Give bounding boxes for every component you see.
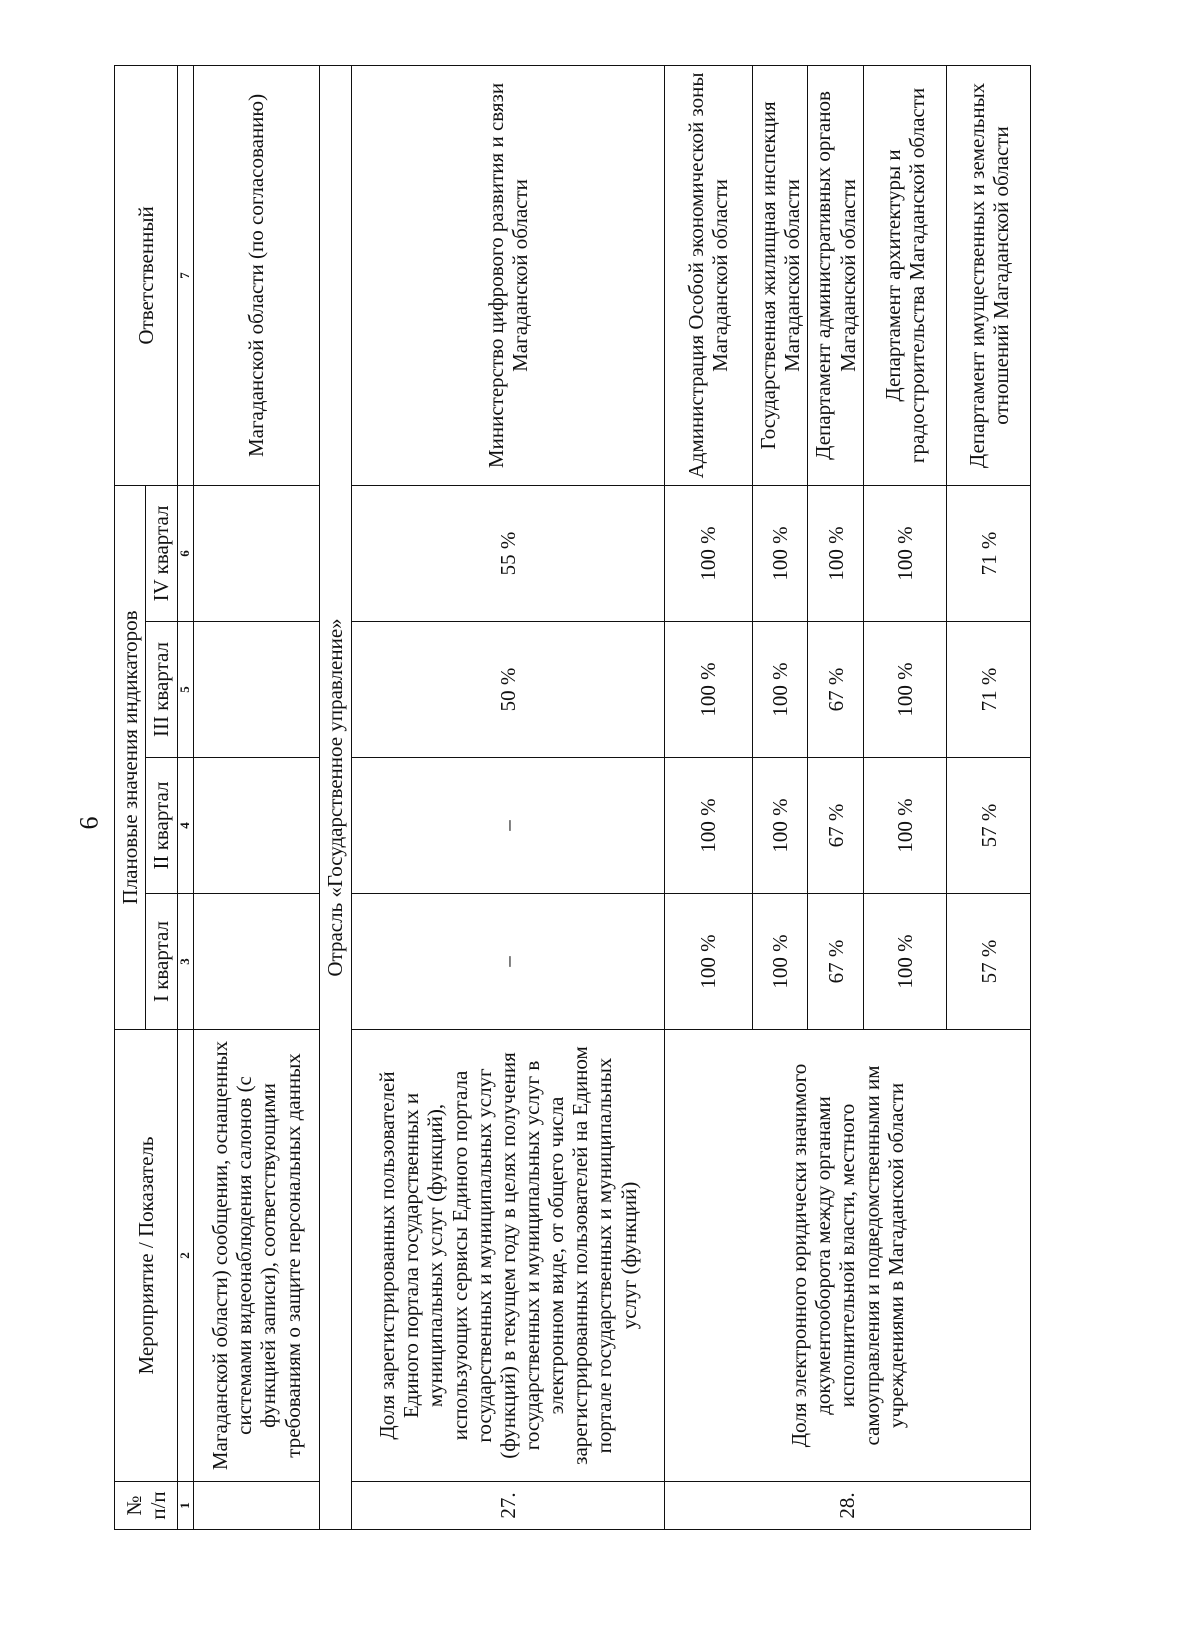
- row-28-5-q2: 57 %: [947, 758, 1031, 894]
- row-28-4-q2: 100 %: [863, 758, 947, 894]
- row-28-4-responsible: Департамент архитектуры и градостроительства Магаданской области: [863, 65, 947, 485]
- header-q1: I квартал: [146, 894, 177, 1030]
- row-27-q2: –: [351, 758, 664, 894]
- header-q4: IV квартал: [146, 485, 177, 621]
- row-27-num: 27.: [351, 1482, 664, 1530]
- row-28-1-responsible: Администрация Особой экономической зоны Магаданской области: [665, 65, 753, 485]
- row-28-num: 28.: [665, 1482, 1031, 1530]
- row-28-4-q1: 100 %: [863, 894, 947, 1030]
- row-28-5-responsible: Департамент имущественных и земельных отношений Магаданской области: [947, 65, 1031, 485]
- column-number: 5: [177, 622, 194, 758]
- row-28-2-responsible: Государственная жилищная инспекция Магаданской области: [752, 65, 808, 485]
- indicators-table: [114, 65, 1031, 1530]
- continuation-event: Магаданской области) сообщении, оснащенных системами видеонаблюдения салонов (с функцией записи), соответствующими требованиям о защите персональных данных: [194, 1030, 319, 1482]
- row-28-1-q3: 100 %: [665, 622, 753, 758]
- sector-header: Отрасль «Государственное управление»: [319, 65, 351, 1529]
- row-28-5-q4: 71 %: [947, 485, 1031, 621]
- row-28-3-responsible: Департамент административных органов Магаданской области: [808, 65, 864, 485]
- column-number: 1: [177, 1482, 194, 1530]
- row-28-5-q3: 71 %: [947, 622, 1031, 758]
- column-number: 7: [177, 65, 194, 485]
- row-28-4-q3: 100 %: [863, 622, 947, 758]
- continuation-q1: [194, 894, 319, 1030]
- continuation-q3: [194, 622, 319, 758]
- row-27-responsible: Министерство цифрового развития и связи Магаданской области: [351, 65, 664, 485]
- column-number: 4: [177, 758, 194, 894]
- row-28-3-q3: 67 %: [808, 622, 864, 758]
- row-28-3-q1: 67 %: [808, 894, 864, 1030]
- header-responsible: Ответственный: [115, 65, 178, 485]
- header-planned-values: Плановые значения индикаторов: [115, 485, 146, 1029]
- header-q3: III квартал: [146, 622, 177, 758]
- column-number: 3: [177, 894, 194, 1030]
- row-28-3-q2: 67 %: [808, 758, 864, 894]
- row-28-event: Доля электронного юридически значимого документооборота между органами исполнительной власти, местного самоуправления и подведомственными им учреждениями в Магаданской области: [665, 1030, 1031, 1482]
- row-28-2-q3: 100 %: [752, 622, 808, 758]
- row-27-event: Доля зарегистрированных пользователей Единого портала государственных и муниципальных услуг (функций), использующих сервисы Единого портала государственных и муниципальных услуг (функций) в текущем году в целях получения государственных и муниципальных услуг в электронном виде, от общего числа зарегистрированных пользователей на Едином портале государственных и муниципальных услуг (функций): [351, 1030, 664, 1482]
- continuation-q4: [194, 485, 319, 621]
- row-28-3-q4: 100 %: [808, 485, 864, 621]
- header-num: № п/п: [115, 1482, 178, 1530]
- row-28-4-q4: 100 %: [863, 485, 947, 621]
- row-28-1-q2: 100 %: [665, 758, 753, 894]
- row-27-q1: –: [351, 894, 664, 1030]
- continuation-responsible: Магаданской области (по согласованию): [194, 65, 319, 485]
- row-28-5-q1: 57 %: [947, 894, 1031, 1030]
- column-number: 2: [177, 1030, 194, 1482]
- continuation-num: [194, 1482, 319, 1530]
- row-28-2-q4: 100 %: [752, 485, 808, 621]
- rotated-table-container: [114, 66, 1031, 1530]
- row-28-2-q2: 100 %: [752, 758, 808, 894]
- row-28-1-q4: 100 %: [665, 485, 753, 621]
- row-27-q3: 50 %: [351, 622, 664, 758]
- row-28-2-q1: 100 %: [752, 894, 808, 1030]
- header-event: Мероприятие / Показатель: [115, 1030, 178, 1482]
- column-number: 6: [177, 485, 194, 621]
- page-number: 6: [74, 816, 104, 830]
- row-27-q4: 55 %: [351, 485, 664, 621]
- row-28-1-q1: 100 %: [665, 894, 753, 1030]
- header-q2: II квартал: [146, 758, 177, 894]
- continuation-q2: [194, 758, 319, 894]
